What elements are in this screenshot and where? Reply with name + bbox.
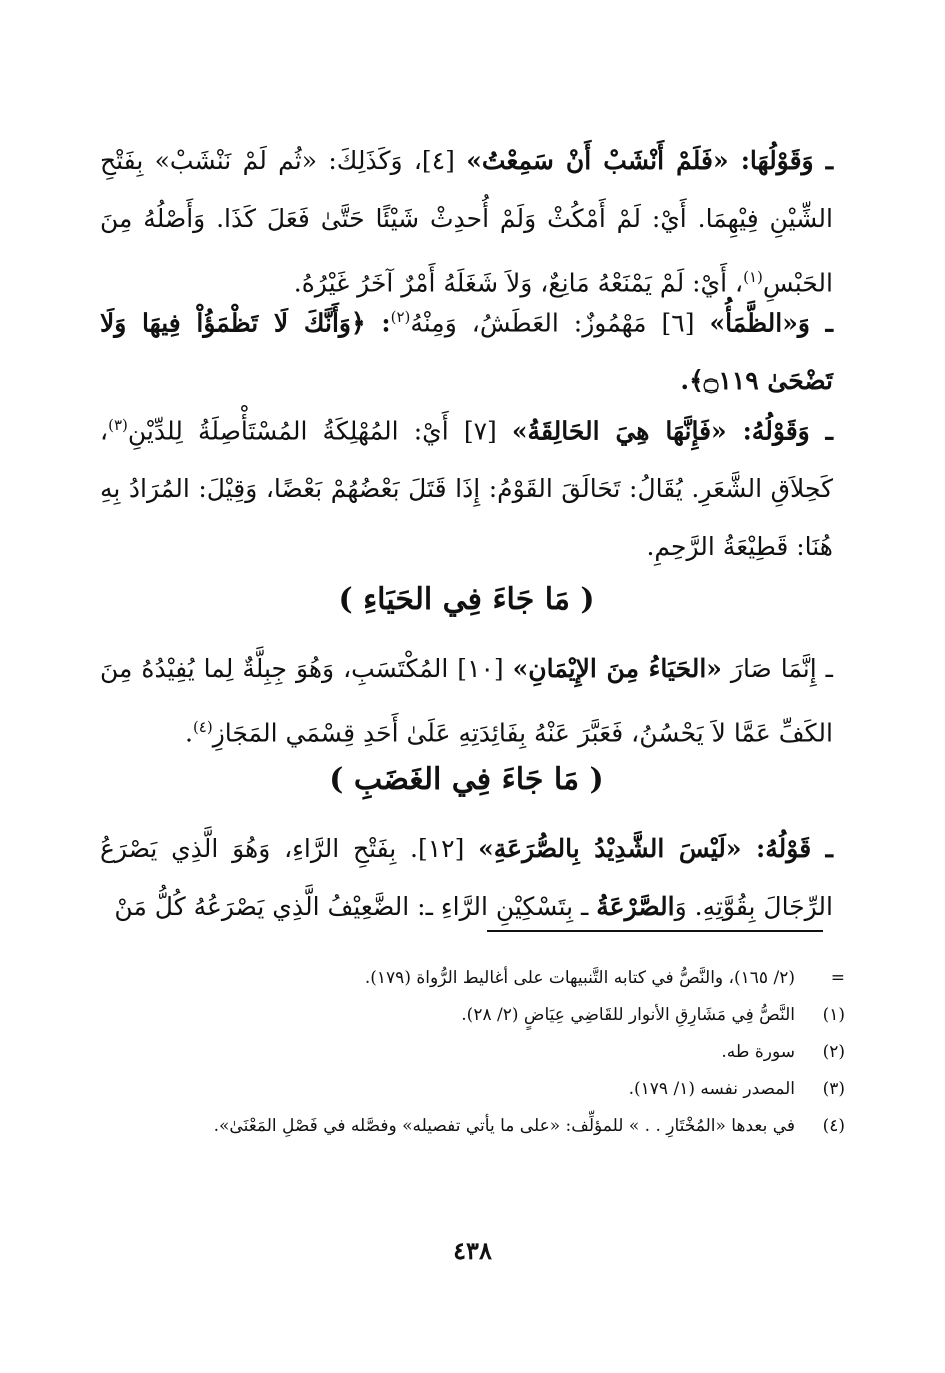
body-text: . bbox=[184, 718, 193, 748]
footnote-text: المصدر نفسه (١/ ١٧٩). bbox=[628, 1079, 795, 1099]
emphasized-text: ـ قَوْلُهُ: «لَيْسَ الشَّدِيْدُ بِالصُّرَعَةِ» bbox=[478, 834, 834, 863]
footnote-1 bbox=[100, 997, 845, 1034]
body-text: [٤]، وَكَذَلِكَ: «ثُم لَمْ نَنْشَبْ» بِفَتْحِ الشِّيْنِ فِيْهِمَا. أَيْ: لَمْ أَمْكُثْ وَلَمْ أُحدِثْ شَيْئًا حَتَّىٰ فَعَلَ كَذَا. وَأَصْلُهُ مِنَ الحَبْسِ bbox=[100, 146, 833, 298]
body-text: [١٠] المُكْتَسَبِ، وَهُوَ جِبِلَّةٌ لِما يُفِيْدُهُ مِنَ الكَفِّ عَمَّا لاَ يَحْسُنُ، فَعَبَّرَ عَنْهُ بِفَائِدَتِهِ عَلَىٰ أَحَدِ قِسْمَي المَجَازِ bbox=[100, 654, 833, 748]
footnote-continuation bbox=[100, 960, 845, 997]
body-text: [١٢]. بِفَتْحِ الرَّاءِ، وَهُوَ الَّذِي يَصْرَعُ الرِّجَالَ بِقُوَّتِهِ. وَ bbox=[100, 834, 833, 921]
emphasized-text: الصَّرْعَةُ bbox=[596, 892, 675, 921]
body-text: [٦] مَهْمُوزٌ: العَطَشُ، وَمِنْهُ bbox=[410, 308, 710, 338]
emphasized-text: «الحَيَاءُ مِنَ الإِيْمَانِ» bbox=[512, 654, 722, 683]
paragraph-surua bbox=[100, 820, 833, 936]
footnote-mark: (١) bbox=[822, 1005, 845, 1025]
body-text: [٧] أَيْ: المُهْلِكَةُ المُسْتَأْصِلَةُ لِلدِّيْنِ bbox=[127, 416, 512, 446]
page-number: ٤٣٨ bbox=[453, 1236, 492, 1265]
footnote-text: سورة طه. bbox=[721, 1042, 795, 1062]
footnote-4 bbox=[100, 1108, 845, 1145]
body-text: ، كَحِلاَقِ الشَّعَرِ. يُقَالُ: تَحَالَقَ القَوْمُ: إِذَا قَتَلَ بَعْضُهُمْ بَعْضًا، وَقِيْلَ: المُرَادُ بِهِ هُنَا: قَطِيْعَةُ الرَّحِمِ. bbox=[100, 416, 833, 562]
body-text: ـ بِتَسْكِيْنِ الرَّاءِ ـ: الضَّعِيْفُ الَّذِي يَصْرَعُهُ كُلُّ مَنْ bbox=[114, 892, 597, 921]
footnote-mark: (٢) bbox=[822, 1042, 845, 1062]
footnotes bbox=[100, 960, 845, 1145]
footnote-text: في بعدها «المُخْتَارِ . . » للمؤلِّف: «على ما يأتي تفصيله» وفصَّله في فَصْلِ المَعْنَىٰ». bbox=[213, 1116, 795, 1136]
footnote-text: النَّصُّ فِي مَشَارِقِ الأنوار للقَاضِي عِيَاضٍ (٢/ ٢٨). bbox=[461, 1005, 795, 1025]
footnote-mark: (٣) bbox=[822, 1079, 845, 1099]
footnote-reference: (١) bbox=[743, 268, 763, 286]
body-text: ـ إِنَّمَا صَارَ bbox=[721, 654, 833, 683]
footnote-3 bbox=[100, 1071, 845, 1108]
paragraph-haya bbox=[100, 640, 833, 762]
footnote-2 bbox=[100, 1034, 845, 1071]
footnote-mark: (٤) bbox=[822, 1116, 845, 1136]
paragraph-zama bbox=[100, 288, 833, 410]
footnote-separator bbox=[487, 930, 823, 932]
emphasized-text: ـ وَ«الظَّمَأُ» bbox=[709, 308, 833, 338]
paragraph-haliqa bbox=[100, 396, 833, 576]
emphasized-text: : ﴿وَأَنَّكَ لَا تَظْمَؤُاْ فِيهَا وَلَا تَضْحَىٰ ۝١١٩﴾. bbox=[100, 308, 833, 396]
section-heading-haya: ( مَا جَاءَ فِي الحَيَاءِ ) bbox=[338, 582, 595, 617]
footnote-reference: (٣) bbox=[108, 416, 128, 434]
footnote-reference: (٢) bbox=[390, 308, 411, 326]
section-heading-ghadab: ( مَا جَاءَ فِي الغَضَبِ ) bbox=[329, 762, 604, 797]
emphasized-text: ـ وَقَوْلُهُ: «فَإِنَّهَا هِيَ الحَالِقَةُ» bbox=[511, 416, 833, 446]
emphasized-text: ـ وَقَوْلُهَا: «فَلَمْ أَنْشَبْ أَنْ سَمِعْتُ» bbox=[466, 146, 834, 175]
body-text: ، أَيْ: لَمْ يَمْنَعْهُ مَانِعٌ، وَلاَ شَغَلَهُ أَمْرٌ آخَرُ غَيْرُهُ. bbox=[293, 268, 744, 298]
footnote-mark: = bbox=[830, 968, 845, 988]
footnote-text: (٢/ ١٦٥)، والنَّصُّ في كتابه التَّنبيهات على أغاليط الرُّواة (١٧٩). bbox=[364, 968, 795, 988]
paragraph-ansab bbox=[100, 132, 833, 312]
footnote-reference: (٤) bbox=[192, 718, 213, 736]
